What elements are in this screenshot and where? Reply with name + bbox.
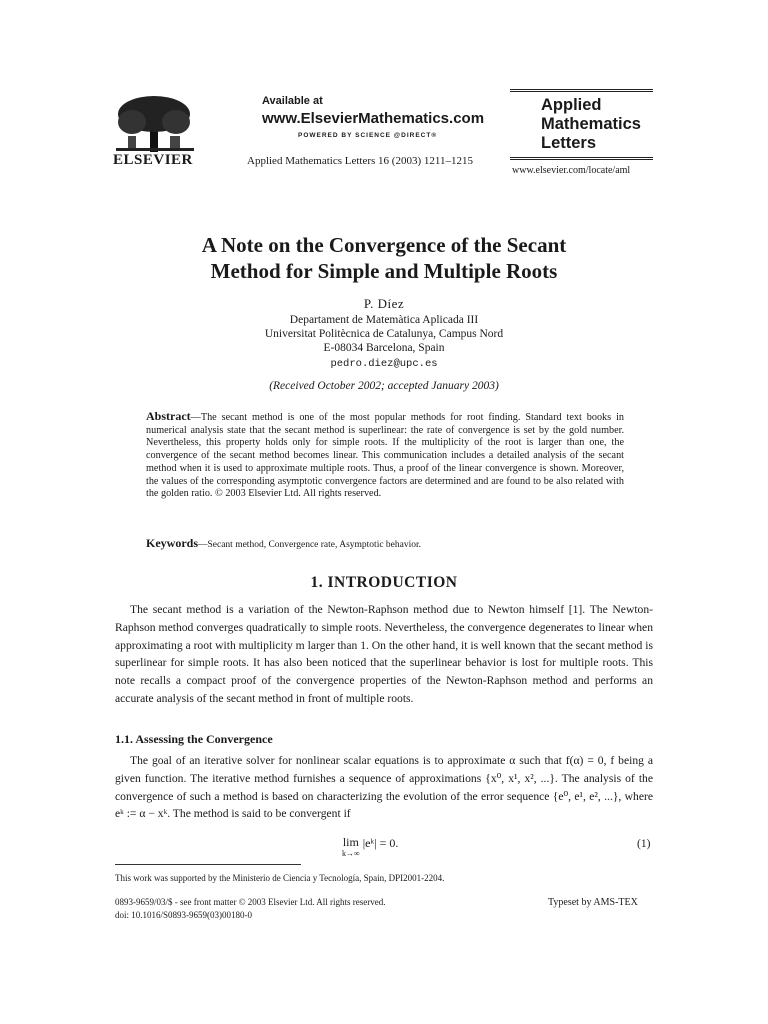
keywords	[146, 536, 421, 551]
equation-limit-subscript: k→∞	[342, 849, 360, 858]
website-link[interactable]: www.ElsevierMathematics.com	[262, 110, 485, 127]
journal-name-line-1: Applied	[541, 96, 602, 114]
equation-body: |eᵏ| = 0.	[362, 836, 399, 850]
keywords-text: —Secant method, Convergence rate, Asymptotic behavior.	[198, 540, 422, 550]
typeset-note: Typeset by AMS-TEX	[548, 897, 638, 908]
author-name: P. Díez	[363, 296, 405, 311]
intro-text: The secant method is a variation of the Newton-Raphson method due to Newton himself [1]. The Newton-Raphson method converges quadratically to simple roots. Nevertheless, the convergence degenerates to linear when approximating a root with multiplicity m larger than 1. On the other hand, it is well known that the secant method is superlinear for simple roots. It has also been noticed that the superlinear behavior is lost for multiple roots. This note recalls a compact proof of the convergence properties of the Newton-Raphson method and performs an accurate analysis of the secant method in front of multiple roots.	[115, 603, 653, 705]
available-at-label: Available at	[262, 95, 323, 107]
title-line-1: A Note on the Convergence of the Secant	[201, 233, 567, 257]
journal-rule-top	[510, 89, 653, 92]
subsection-paragraph	[115, 752, 653, 823]
funding-footnote: This work was supported by the Ministerio de Ciencia y Tecnología, Spain, DPI2001-2204.	[115, 873, 445, 883]
section-heading-introduction: 1. INTRODUCTION	[310, 574, 458, 591]
title-line-2: Method for Simple and Multiple Roots	[210, 259, 558, 283]
publisher-logo-text: ELSEVIER	[113, 152, 193, 168]
equation-number: (1)	[637, 838, 651, 850]
affiliation-line-1: Departament de Matemàtica Aplicada III	[289, 314, 479, 326]
powered-by-label: POWERED BY SCIENCE @DIRECT®	[298, 132, 438, 139]
journal-name-line-2: Mathematics	[541, 115, 641, 133]
journal-url-link[interactable]: www.elsevier.com/locate/aml	[512, 165, 631, 176]
subsection-heading: 1.1. Assessing the Convergence	[115, 732, 273, 746]
journal-rule-bottom	[510, 157, 653, 160]
keywords-label: Keywords	[146, 536, 198, 550]
abstract-text: —The secant method is one of the most popular methods for root finding. Standard text books in numerical analysis state that the secant method is superlinear: the rate of convergence is set by the gold number. Nevertheless, this property holds only for simple roots. If the multiplicity of the root is larger than one, the convergence of the secant method becomes linear. This communication includes a detailed analysis of the secant method when it is used to approximate multiple roots. Thus, a proof of the linear convergence is shown. Moreover, the values of the corresponding asymptotic convergence factors are determined and are found to be also related with the golden ratio. © 2003 Elsevier Ltd. All rights reserved.	[146, 412, 624, 500]
received-dates: (Received October 2002; accepted January 2003)	[269, 380, 499, 392]
affiliation-line-3: E-08034 Barcelona, Spain	[323, 342, 445, 354]
author-email[interactable]: pedro.diez@upc.es	[330, 358, 438, 370]
article-title	[0, 232, 768, 284]
doi-line[interactable]: doi: 10.1016/S0893-9659(03)00180-0	[115, 910, 252, 920]
journal-citation: Applied Mathematics Letters 16 (2003) 1211–1215	[247, 155, 473, 167]
abstract-label: Abstract	[146, 409, 191, 423]
equation-1	[342, 836, 398, 860]
introduction-paragraph	[115, 601, 653, 708]
issn-line: 0893-9659/03/$ - see front matter © 2003 Elsevier Ltd. All rights reserved.	[115, 897, 386, 907]
affiliation-line-2: Universitat Politècnica de Catalunya, Campus Nord	[264, 328, 504, 340]
abstract	[146, 410, 624, 501]
subsection-text: The goal of an iterative solver for nonlinear scalar equations is to approximate α such that f(α) = 0, f being a given function. The iterative method furnishes a sequence of approximations {x⁰, x¹, x², ...}. The analysis of the convergence of such a method is based on characterizing the evolution of the error sequence {e⁰, e¹, e², ...}, where eᵏ := α − xᵏ. The method is said to be convergent if	[115, 754, 653, 821]
journal-name-line-3: Letters	[541, 134, 597, 152]
footnote-rule	[115, 864, 301, 865]
equation-limit: lim k→∞	[342, 835, 360, 858]
